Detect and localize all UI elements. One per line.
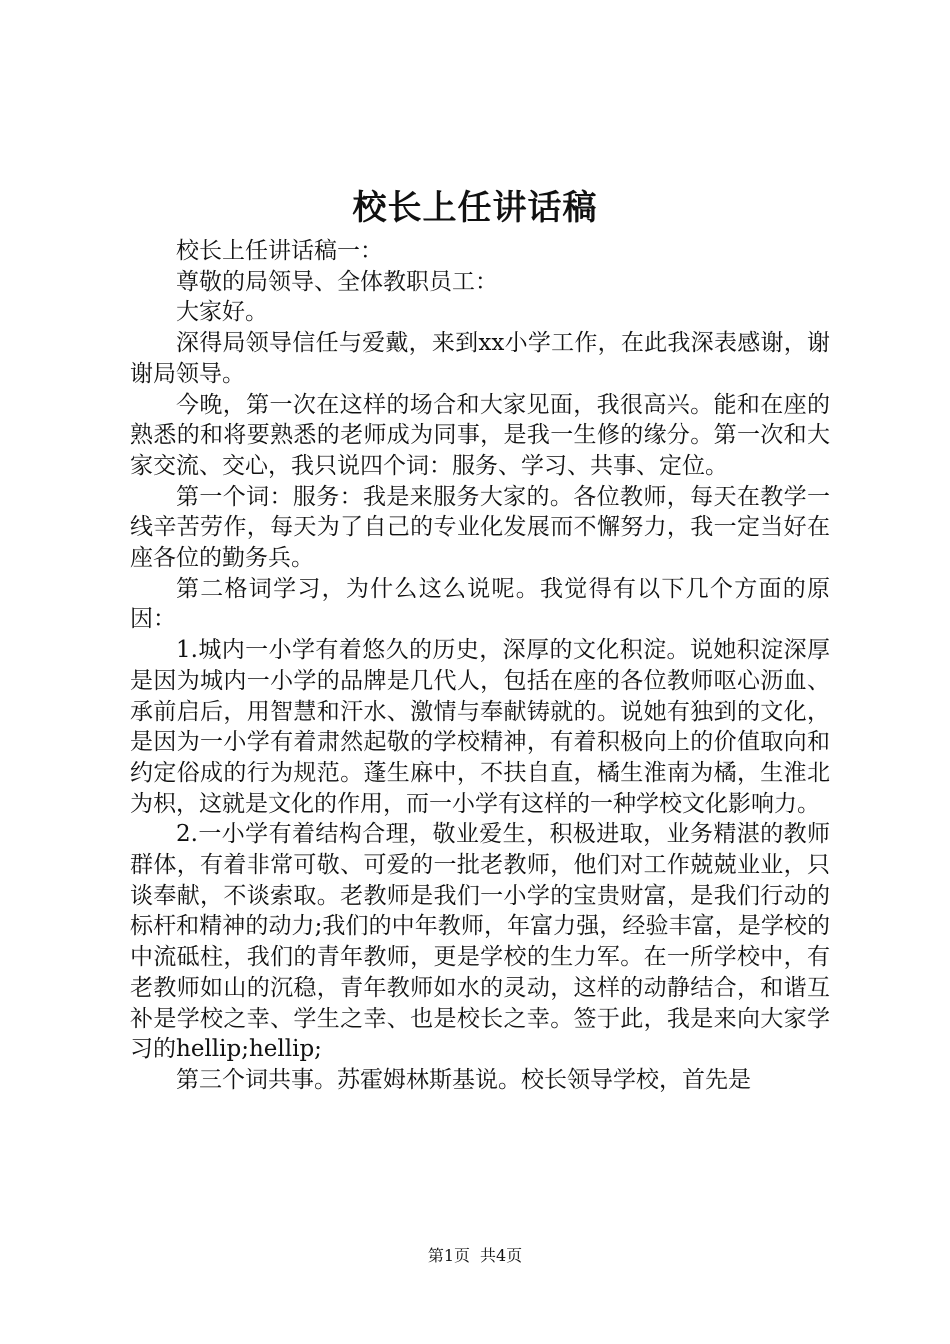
page-total: 共4页 [480, 1246, 523, 1265]
paragraph-greeting: 大家好。 [176, 299, 268, 326]
paragraph-point-1: 1.城内一小学有着悠久的历史，深厚的文化积淀。说她积淀深厚是因为城内一小学的品牌是几代人，包括在座的各位教师呕心沥血、承前启后，用智慧和汗水、激情与奉献铸就的。说她有独到的文化，是因为一小学有着肃然起敬的学校精神，有着积极向上的价值取向和约定俗成的行为规范。蓬生麻中，不扶自直，橘生淮南为橘，生淮北为枳，这就是文化的作用，而一小学有这样的一种学校文化影响力。 [130, 637, 830, 817]
document-title: 校长上任讲话稿 [352, 188, 598, 228]
paragraph-thanks: 深得局领导信任与爱戴，来到xx小学工作，在此我深表感谢，谢谢局领导。 [130, 330, 830, 387]
paragraph-salutation: 尊敬的局领导、全体教职员工： [176, 268, 498, 295]
paragraph-learning: 第二格词学习，为什么这么说呢。我觉得有以下几个方面的原因： [130, 575, 830, 633]
page-number: 第1页 [427, 1246, 470, 1265]
paragraph-point-2: 2.一小学有着结构合理，敬业爱生，积极进取，业务精湛的教师群体，有着非常可敬、可爱的一批老教师，他们对工作兢兢业业，只谈奉献，不谈索取。老教师是我们一小学的宝贵财富，是我们行动的标杆和精神的动力;我们的中年教师，年富力强，经验丰富，是学校的中流砥柱，我们的青年教师，更是学校的生力军。在一所学校中，有老教师如山的沉稳，青年教师如水的灵动，这样的动静结合，和谐互补是学校之幸、学生之幸、也是校长之幸。签于此，我是来向大家学习的hellip;hellip; [130, 821, 830, 1063]
paragraph-heading: 校长上任讲话稿一： [176, 238, 383, 264]
paragraph-cooperation: 第三个词共事。苏霍姆林斯基说。校长领导学校，首先是 [176, 1066, 751, 1093]
paragraph-intro: 今晚，第一次在这样的场合和大家见面，我很高兴。能和在座的熟悉的和将要熟悉的老师成为同事，是我一生修的缘分。第一次和大家交流、交心，我只说四个词：服务、学习、共事、定位。 [130, 391, 830, 479]
document-body [130, 236, 830, 1096]
page-footer [0, 1244, 950, 1268]
paragraph-service: 第一个词：服务：我是来服务大家的。各位教师，每天在教学一线辛苦劳作，每天为了自己的专业化发展而不懈努力，我一定当好在座各位的勤务兵。 [130, 483, 830, 572]
